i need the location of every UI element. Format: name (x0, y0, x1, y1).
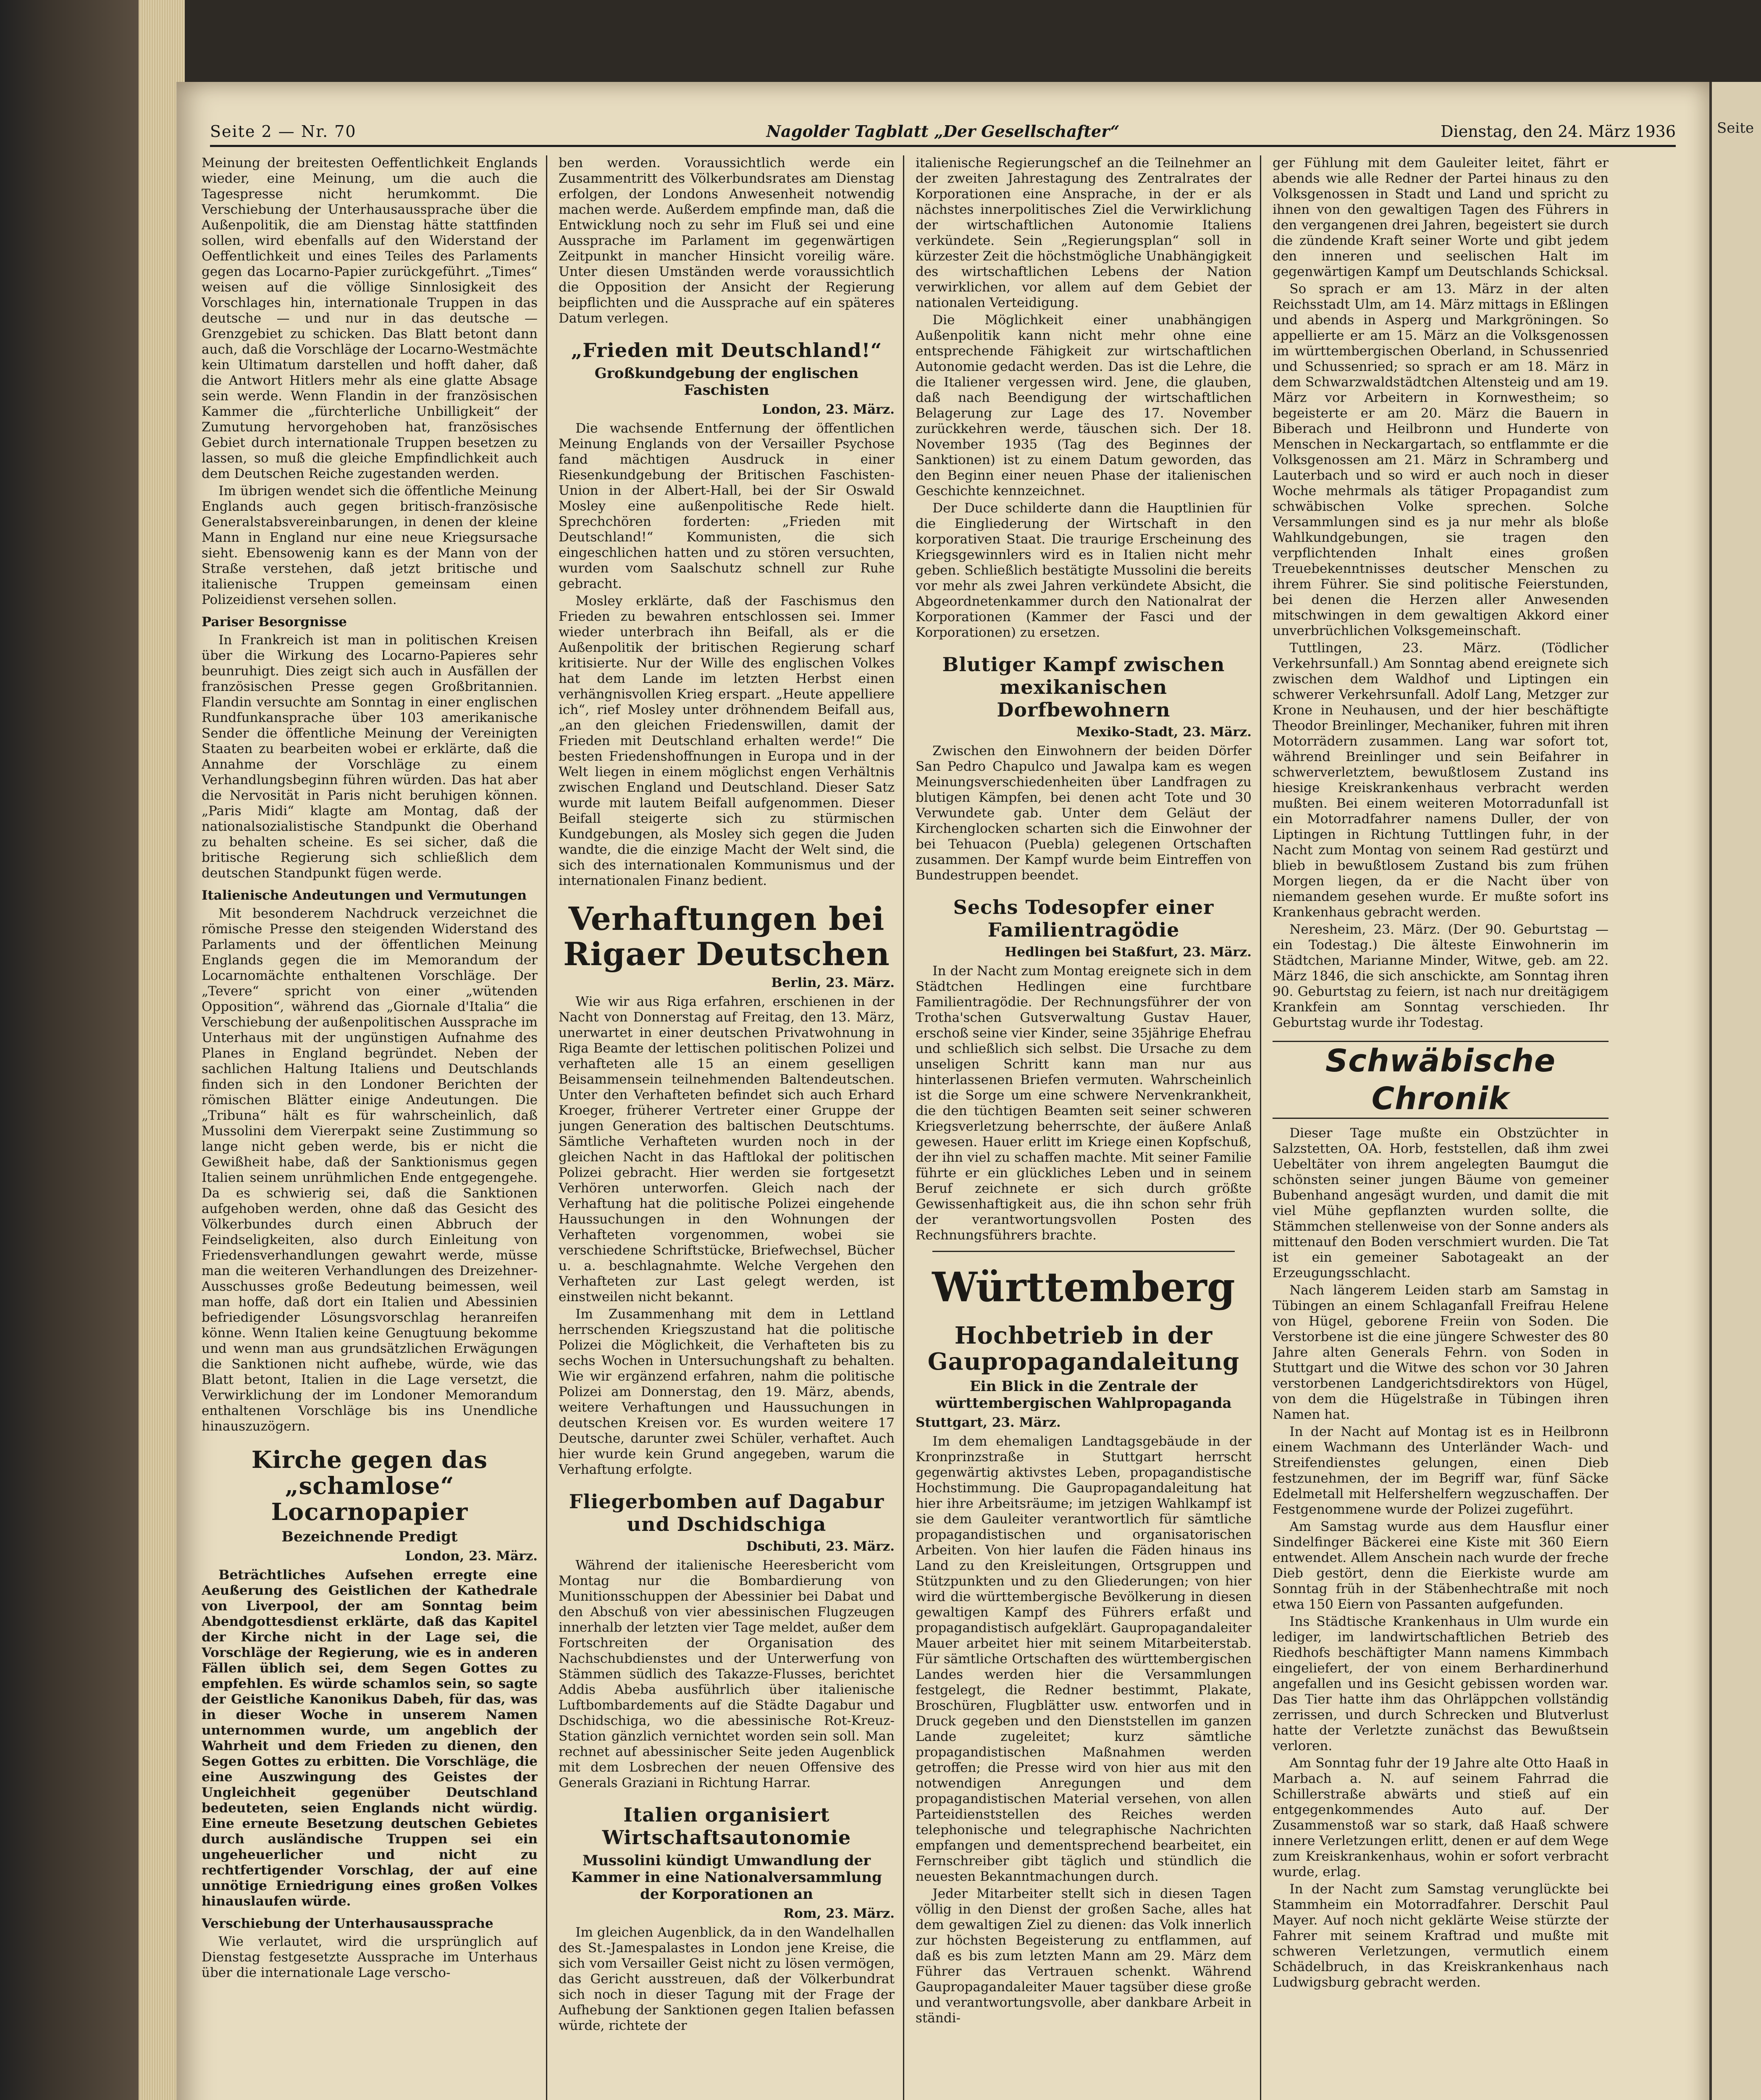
article-text: Meinung der breitesten Oeffentlichkeit Englands wieder, eine Meinung, um die auch die Tagespresse nicht herumkommt. Die Verschiebung der Unterhausaussprache über die Außenpolitik, die am Dienstag hätte stattfinden sollen, wird ebenfalls auf den Widerstand der Oeffentlichkeit und eines Teiles des Parlaments gegen das Locarno-Papier zurückgeführt. „Times“ weisen auf die völlige Sinnlosigkeit des Vorschlages hin, internationale Truppen in das deutsche — und nur in das deutsche — Grenzgebiet zu schicken. Das Blatt betont dann auch, daß die Vorschläge der Locarno-Westmächte kein Ultimatum darstellen und hofft daher, daß die Antwort Hitlers mehr als eine glatte Absage sein werde. Wenn Flandin in der französischen Kammer die „fürchterliche Unbilligkeit“ der Zumutung hervorgehoben hat, französisches Gebiet durch internationale Truppen besetzen zu lassen, so muß die gleiche Empfindlichkeit auch dem Deutschen Reiche zugestanden werden. (202, 155, 538, 481)
column-rule (903, 155, 904, 2100)
newspaper-page (176, 82, 1709, 2100)
section-title-wuerttemberg: Württemberg (932, 1263, 1235, 1311)
article-text: Tuttlingen, 23. März. (Tödlicher Verkehrsunfall.) Am Sonntag abend ereignete sich zwischen dem Waldhof und Liptingen ein schwerer Verkehrsunfall. Adolf Lang, Metzger zur Krone in Neuhausen, und der hier beschäftigte Theodor Breinlinger, Mechaniker, fuhren mit ihren Motorrädern zusammen. Lang war sofort tot, während Breinlinger und sein Beifahrer in schwerverletztem, bewußtlosem Zustand ins hiesige Kreiskrankenhaus verbracht werden mußten. Bei einem weiteren Motorradunfall ist ein Motorradfahrer namens Duller, der von Liptingen in Richtung Tuttlingen fuhr, in der Nacht zum Montag von seinem Rad gestürzt und blieb in bewußtlosem Zustand bis zum frühen Morgen liegen, da er die Nacht über von niemandem gesehen wurde. Er mußte sofort ins Krankenhaus gebracht werden. (1273, 640, 1609, 920)
article-subheadline: Bezeichnende Predigt (281, 1528, 458, 1545)
article-dateline: Mexiko-Stadt, 23. März. (1076, 724, 1252, 740)
chronik-item: Dieser Tage mußte ein Obstzüchter in Salzstetten, OA. Horb, feststellen, daß ihm zwei Uebeltäter von ihrem angelegten Baumgut die schönsten seiner jungen Bäume von gemeiner Bubenhand angesägt wurden, und damit die mit viel Mühe gepflanzten wurden sollte, die Stämmchen stellenweise von der Sonne anders als mittenauf den Boden verschmiert wurden. Die Tat ist ein gemeiner Sabotageakt an der Erzeugungsschlacht. (1273, 1126, 1609, 1281)
article-dateline: London, 23. März. (405, 1549, 538, 1564)
article-text: So sprach er am 13. März in der alten Reichsstadt Ulm, am 14. März mittags in Eßlingen und abends in Asperg und Markgröningen. So appellierte er am 15. März an die Volksgenossen im württembergischen Oberland, in Schussenried und Schussenried; so sprach er am 18. März in dem Schwarzwaldstädtchen Altensteig und am 19. März vor Arbeitern in Kornwestheim; so begeisterte er am 20. März die Bauern in Biberach und Heilbronn und Hunderte von Menschen in Neckargartach, so entflammte er die Volksgenossen am 21. März in Schramberg und Lauterbach und so wird er auch noch in dieser Woche mehrmals als tätiger Propagandist zum schwäbischen Volke sprechen. Solche Versammlungen sind es ja nur mehr als bloße Wahlkundgebungen, sie tragen den verpflichtenden Inhalt eines großen Treuebekenntnisses deutscher Menschen zu ihrem Führer. Sie sind politische Feierstunden, bei denen die Herzen aller Anwesenden mitschwingen in dem gewaltigen Akkord einer unverbrüchlichen Volksgemeinschaft. (1273, 281, 1609, 638)
article-dateline: Dschibuti, 23. März. (746, 1539, 895, 1554)
column-2 (559, 155, 895, 2100)
header-date: Dienstag, den 24. März 1936 (1441, 122, 1676, 141)
article-dateline: Berlin, 23. März. (771, 975, 895, 990)
article-headline: Verhaftungen bei Rigaer Deutschen (563, 900, 890, 973)
article-text: Neresheim, 23. März. (Der 90. Geburtstag — ein Todestag.) Die älteste Einwohnerin im Städtchen, Marianne Minder, Witwe, geb. am 22. März 1846, die sich anschickte, am Sonntag ihren 90. Geburtstag zu feiern, ist nach nur dreitägigem Krankfein am Sonntag verschieden. Ihr Geburtstag wurde ihr Todestag. (1273, 922, 1609, 1030)
header-page-number: Seite 2 — Nr. 70 (210, 122, 357, 141)
article-text: Im Zusammenhang mit dem in Lettland herrschenden Kriegszustand hat die politische Polizei die Möglichkeit, die Verhafteten bis zu sechs Wochen in Untersuchungshaft zu behalten. Wie wir ergänzend erfahren, nahm die politische Polizei am Donnerstag, den 19. März, abends, weitere Verhaftungen und Haussuchungen in deutschen Kreisen vor. Es wurden weitere 17 Deutsche, darunter zwei Schüler, verhaftet. Auch hier wurde kein Grund angegeben, warum die Verhaftung erfolgte. (559, 1307, 895, 1477)
article-headline: Kirche gegen das „schamlose“ Locarnopapier (251, 1446, 488, 1526)
article-headline: „Frieden mit Deutschland!“ (571, 339, 882, 362)
article-subheadline: Großkundgebung der englischen Faschisten (594, 365, 859, 399)
article-text: In der Nacht zum Montag ereignete sich in dem Städtchen Hedlingen eine furchtbare Familientragödie. Der Rechnungsführer der von Trotha'schen Gutsverwaltung Gustav Hauer, erschoß seine vier Kinder, seine 35jährige Ehefrau und schließlich sich selbst. Die Ursache zu dem unseligen Schritt kann man nur aus hinterlassenen Briefen vermuten. Wahrscheinlich ist die Sorge um eine schwere Nervenkrankheit, die den tüchtigen Beamten seit seiner schweren Kriegsverletzung beherrschte, der äußere Anlaß gewesen. Hauer erlitt im Kriege einen Kopfschuß, der ihn viel zu schaffen machte. Mit seiner Familie führte er ein glückliches Leben und in seinem Beruf zeichnete er sich durch größte Gewissenhaftigkeit aus, die ihn schon sehr früh der verantwortungsvollen Posten des Rechnungsführers brachte. (916, 963, 1252, 1243)
article-text: ger Fühlung mit dem Gauleiter leitet, fährt er abends wie alle Redner der Partei hinaus zu den Volksgenossen in Stadt und Land und spricht zu ihnen von den gewaltigen Tagen des Führers in den vergangenen drei Jahren, begeistert sie durch die zündende Kraft seiner Worte und gibt jedem den inneren und seelischen Halt im gegenwärtigen Kampf um Deutschlands Schicksal. (1273, 155, 1609, 279)
article-text: In Frankreich ist man in politischen Kreisen über die Wirkung des Locarno-Papieres sehr beunruhigt. Dies zeigt sich auch in Ausfällen der französischen Presse gegen Großbritannien. Flandin versuchte am Sonntag in einer englischen Rundfunkansprache über 103 amerikanische Sender die öffentliche Meinung der Vereinigten Staaten zu bearbeiten wobei er erklärte, daß die Annahme der Vorschläge zu einem Verhandlungsbeginn führen würden. Das hat aber die Nervosität in Paris nicht beruhigen können. „Paris Midi“ klagte am Montag, daß der nationalsozialistische Standpunkt die Oberhand zu behalten scheine. Es sei sicher, daß die britische Regierung sich schließlich dem deutschen Standpunkt fügen werde. (202, 633, 538, 881)
column-4 (1273, 155, 1609, 2100)
article-dateline: Stuttgart, 23. März. (916, 1415, 1061, 1430)
chronik-item: Am Samstag wurde aus dem Hausflur einer Sindelfinger Bäckerei eine Kiste mit 360 Eiern entwendet. Allem Anschein nach wurde der freche Dieb gestört, denn die Eierkiste wurde am Sonntag früh in der Stäbenhechtraße mit noch etwa 150 Eiern von Passanten aufgefunden. (1273, 1519, 1609, 1612)
article-text: Mosley erklärte, daß der Faschismus den Frieden zu bewahren entschlossen sei. Immer wieder unterbrach ihn Beifall, als er die Außenpolitik der britischen Regierung scharf kritisierte. Nur der Wille des englischen Volkes hat dem Lande im letzten Herbst einen verhängnisvollen Krieg erspart. „Heute appelliere ich“, rief Mosley unter dröhnendem Beifall aus, „an den gleichen Friedenswillen, damit der Frieden mit Deutschland erhalten werde!“ Die besten Friedenshoffnungen in Europa und in der Welt liegen in einem möglichst engen Verhältnis zwischen England und Deutschland. Dieser Satz wurde mit lautem Beifall aufgenommen. Dieser Beifall steigerte sich zu stürmischen Kundgebungen, als Mosley sich gegen die Juden wandte, die die einzige Macht der Welt sind, die sich des internationalen Kommunismus und der internationalen Finanz bedient. (559, 593, 895, 888)
section-subheading: Pariser Besorgnisse (202, 614, 347, 630)
page-header (210, 116, 1676, 147)
next-page-header: Seite (1717, 120, 1754, 136)
article-headline: Blutiger Kampf zwischen mexikanischen Dorfbewohnern (942, 653, 1225, 721)
article-text: Jeder Mitarbeiter stellt sich in diesen Tagen völlig in den Dienst der großen Sache, alles hat dem gewaltigen Ziel zu dienen: das Volk innerlich zur höchsten Begeisterung zu entflammen, auf daß es bis zum letzten Mann am 29. März dem Führer das Vertrauen schenkt. Während Gaupropagandaleiter Mauer tagsüber diese große und verantwortungsvolle, aber dankbare Arbeit in ständi- (916, 1886, 1252, 2026)
article-text: Die Möglichkeit einer unabhängigen Außenpolitik kann nicht mehr ohne eine entsprechende Fähigkeit zur wirtschaftlichen Autonomie gedacht werden. Das ist die Lehre, die die Italiener vergessen wird. Jene, die glauben, daß nach Beendigung der wirtschaftlichen Belagerung zur Lage des 17. November zurückkehren werde, täuschen sich. Der 18. November 1935 (Tag des Beginnes der Sanktionen) ist zu einem Datum geworden, das den Beginn einer neuen Phase der italienischen Geschichte kennzeichnet. (916, 312, 1252, 499)
article-text: Im dem ehemaligen Landtagsgebäude in der Kronprinzstraße in Stuttgart herrscht gegenwärtig aktivstes Leben, propagandistische Hochstimmung. Die Gaupropagandaleitung hat hier ihre Arbeitsräume; im jetzigen Wahlkampf ist sie dem Gauleiter verantwortlich für sämtliche propagandistischen und organisatorischen Arbeiten. Von hier laufen die Fäden hinaus ins Land zu den Kreisleitungen, Ortsgruppen und Stützpunkten und zu den Gliederungen; von hier wird die württembergische Bevölkerung in diesen gewaltigen Kampf des Führers erfaßt und propagandistisch aufgeklärt. Gaupropagandaleiter Mauer arbeitet hier mit seinem Mitarbeiterstab. Für sämtliche Ortschaften des württembergischen Landes werden hier die Versammlungen festgelegt, die Redner bestimmt, Plakate, Broschüren, Flugblätter usw. entworfen und in Druck gegeben und den Dienststellen im ganzen Lande zugeleitet; kurz sämtliche propagandistischen Maßnahmen werden getroffen; die Presse wird von hier aus mit den notwendigen Anregungen und dem propagandistischen Material versehen, von allen Parteidienststellen des Reiches werden telephonische und telegraphische Nachrichten empfangen und dementsprechend bearbeitet, ein Fernschreiber gibt täglich und stündlich die neuesten Bekanntmachungen durch. (916, 1434, 1252, 1884)
article-text: ben werden. Voraussichtlich werde ein Zusammentritt des Völkerbundsrates am Dienstag erfolgen, der Londons Anwesenheit notwendig machen werde. Außerdem empfinde man, daß die Entwicklung noch zu sehr im Fluß sei und eine Aussprache im Parlament im gegenwärtigen Zeitpunkt in mancher Hinsicht voreilig wäre. Unter diesen Umständen werde voraussichtlich die Opposition der Ansicht der Regierung beipflichten und die Aussprache auf ein späteres Datum verlegen. (559, 155, 895, 326)
chronik-item: In der Nacht auf Montag ist es in Heilbronn einem Wachmann des Unterländer Wach- und Streifendienstes gelungen, einen Dieb festzunehmen, der im Begriff war, fünf Säcke Edelmetall mit Helfershelfern wegzuschaffen. Der Festgenommene wurde der Polizei zugeführt. (1273, 1424, 1609, 1517)
chronik-item: In der Nacht zum Samstag verunglückte bei Stammheim ein Motorradfahrer. Derschit Paul Mayer. Auf noch nicht geklärte Weise stürzte der Fahrer mit seinem Kraftrad und mußte mit schweren Verletzungen, vermutlich einem Schädelbruch, in das Kreiskrankenhaus nach Ludwigsburg gebracht werden. (1273, 1882, 1609, 1990)
article-text: Mit besonderem Nachdruck verzeichnet die römische Presse den steigenden Widerstand des Parlaments und der öffentlichen Meinung Englands gegen die im Memorandum der Locarnomächte enthaltenen Vorschläge. Der „Tevere“ spricht von einer „wütenden Opposition“, während das „Giornale d'Italia“ die Verschiebung der außenpolitischen Aussprache im Unterhaus mit der ungünstigen Aufnahme des Planes in England begründet. Neben der sachlichen Haltung Italiens und Deutschlands finden sich in den Londoner Berichten der römischen Blätter einige Andeutungen. Die „Tribuna“ hält es für wahrscheinlich, daß Mussolini dem Viererpakt seine Zustimmung so lange nicht geben werde, bis er nicht die Gewißheit habe, daß der Sanktionismus gegen Italien seinem unrühmlichen Ende entgegengehe. Da es schwierig sei, daß die Sanktionen aufgehoben werden, ohne daß das Gesicht des Völkerbundes durch einen Abbruch der Feindseligkeiten, also durch Einleitung von Friedensverhandlungen gewahrt werde, müsse man die weiteren Verhandlungen des Dreizehner-Ausschusses große Bedeutung beimessen, weil man hoffe, daß dort ein Italien und Abessinien befriedigender Lösungsvorschlag heranreifen könne. Wenn Italien keine Genugtuung bekomme und wenn man aus grundsätzlichen Erwägungen die Sanktionen nicht aufhebe, würde, wie das Blatt betont, Italien in die Lage versetzt, die Verwirklichung der im Londoner Memorandum enthaltenen Vorschläge bis ins Unendliche hinauszuzögern. (202, 906, 538, 1434)
section-subheading: Italienische Andeutungen und Vermutungen (202, 888, 527, 903)
article-text: Die wachsende Entfernung der öffentlichen Meinung Englands von der Versailler Psychose fand mächtigen Ausdruck in einer Riesenkundgebung der Britischen Faschisten-Union in der Albert-Hall, bei der Sir Oswald Mosley eine außenpolitische Rede hielt. Sprechchören forderten: „Frieden mit Deutschland!“ Kommunisten, die sich eingeschlichen hatten und zu stören versuchten, wurden vom Saalschutz schnell zur Ruhe gebracht. (559, 421, 895, 591)
article-dateline: Rom, 23. März. (783, 1906, 895, 1921)
article-text: Im übrigen wendet sich die öffentliche Meinung Englands auch gegen britisch-französische Generalstabsvereinbarungen, in denen der kleine Mann in England nur eine neue Kriegsursache sieht. Ebensowenig kann es der Mann von der Straße verstehen, daß jetzt britische und italienische Truppen gemeinsam einen Polizeidienst versehen sollen. (202, 483, 538, 607)
article-headline: Sechs Todesopfer einer Familientragödie (953, 896, 1214, 941)
chronik-item: Nach längerem Leiden starb am Samstag in Tübingen an einem Schlaganfall Freifrau Helene von Hügel, geborene Freiin von Soden. Die Verstorbene ist die eine jüngere Schwester des 80 Jahre alten Generals Fehrn. von Soden in Stuttgart und die Witwe des schon vor 30 Jahren verstorbenen Landgerichtsdirektors von Hügel, von dem die Hügelstraße in Tübingen ihren Namen hat. (1273, 1283, 1609, 1422)
chronik-item: Am Sonntag fuhr der 19 Jahre alte Otto Haaß in Marbach a. N. auf seinem Fahrrad die Schillerstraße abwärts und stieß auf ein entgegenkommendes Auto auf. Der Zusammenstoß war so stark, daß Haaß schwere innere Verletzungen erlitt, denen er auf dem Wege zum Kreiskrankenhaus, wohin er sofort verbracht wurde, erlag. (1273, 1756, 1609, 1880)
column-3 (916, 155, 1252, 2100)
article-text: Zwischen den Einwohnern der beiden Dörfer San Pedro Chapulco und Jawalpa kam es wegen Meinungsverschiedenheiten über Landfragen zu blutigen Kämpfen, bei denen acht Tote und 30 Verwundete gab. Unter dem Geläut der Kirchenglocken scharten sich die Einwohner der bei Tehuacon (Puebla) gelegenen Ortschaften zusammen. Der Kampf wurde beim Eintreffen von Bundestruppen beendet. (916, 743, 1252, 883)
article-text: Der Duce schilderte dann die Hauptlinien für die Eingliederung der Wirtschaft in den korporativen Staat. Die traurige Erscheinung des Kriegsgewinnlers wird es in Italien nicht mehr geben. Schließlich bestätigte Mussolini die bereits vor mehr als zwei Jahren verkündete Absicht, die Abgeordnetenkammer durch den Nationalrat der Korporationen (Kammer der Fasci und der Korporationen) zu ersetzen. (916, 501, 1252, 640)
article-subheadline: Ein Blick in die Zentrale der württembergischen Wahlpropaganda (935, 1378, 1232, 1412)
section-divider (932, 1251, 1235, 1252)
chronik-item: Ins Städtische Krankenhaus in Ulm wurde ein lediger, im landwirtschaftlichen Betrieb des Riedhofs beschäftigter Mann namens Kimmbach eingeliefert, der von einem Berhardinerhund angefallen und ins Gesicht gebissen worden war. Das Tier hatte ihm das Ohrläppchen vollständig zerrissen, und durch Schrecken und Blutverlust hatte der Verletzte zunächst das Bewußtsein verloren. (1273, 1614, 1609, 1754)
article-text: Wie verlautet, wird die ursprünglich auf Dienstag festgesetzte Aussprache im Unterhaus über die internationale Lage verscho- (202, 1934, 538, 1980)
next-page-edge (1709, 82, 1761, 2100)
article-text: Wie wir aus Riga erfahren, erschienen in der Nacht von Donnerstag auf Freitag, den 13. März, unerwartet in einer deutschen Privatwohnung in Riga Beamte der lettischen politischen Polizei und verhafteten alle 15 an einem geselligen Beisammensein teilnehmenden Baltendeutschen. Unter den Verhafteten befindet sich auch Erhard Kroeger, früherer Vertreter einer Gruppe der jungen Generation des baltischen Deutschtums. Sämtliche Verhafteten wurden noch in der gleichen Nacht in das Haftlokal der politischen Polizei gebracht. Hier werden sie fortgesetzt Verhören unterworfen. Gleich nach der Verhaftung hat die politische Polizei eingehende Haussuchungen in den Wohnungen der Verhafteten vorgenommen, wobei sie verschiedene Schriftstücke, Briefwechsel, Bücher u. a. beschlagnahmte. Welche Vergehen den Verhafteten zur Last gelegt werden, ist einstweilen nicht bekannt. (559, 994, 895, 1305)
article-dateline: London, 23. März. (762, 402, 895, 417)
article-text: Im gleichen Augenblick, da in den Wandelhallen des St.-Jamespalastes in London jene Kreise, die sich vom Versailler Geist nicht zu lösen vermögen, das Gericht ausstreuen, daß der Völkerbundrat sich noch in dieser Tagung mit der Frage der Aufhebung der Sanktionen gegen Italien befassen würde, richtete der (559, 1925, 895, 2033)
article-text: Während der italienische Heeresbericht vom Montag nur die Bombardierung von Munitionsschuppen der Abessinier bei Dabat und den Abschuß von vier abessinischen Flugzeugen innerhalb der letzten vier Tage meldet, außer dem Fortschreiten der Organisation des Nachschubdienstes und der Unterwerfung von Stämmen südlich des Takazze-Flusses, berichtet Addis Abeba ausführlich über italienische Luftbombardements auf die Städte Dagabur und Dschidschiga, wo die abessinische Rot-Kreuz-Station gänzlich vernichtet worden sein soll. Man rechnet auf abessinischer Seite jeden Augenblick mit dem Losbrechen der neuen Offensive des Generals Graziani in Richtung Harrar. (559, 1558, 895, 1790)
column-1 (202, 155, 538, 2100)
section-subheading: Verschiebung der Unterhausaussprache (202, 1916, 493, 1931)
article-headline: Hochbetrieb in der Gaupropagandaleitung (927, 1322, 1240, 1376)
article-dateline: Hedlingen bei Staßfurt, 23. März. (1005, 945, 1252, 960)
article-subheadline: Mussolini kündigt Umwandlung der Kammer in eine Nationalversammlung der Korporationen an (571, 1852, 882, 1903)
article-headline: Italien organisiert Wirtschaftsautonomie (602, 1803, 851, 1849)
column-rule (1260, 155, 1261, 2100)
column-rule (546, 155, 547, 2100)
article-text: italienische Regierungschef an die Teilnehmer an der zweiten Jahrestagung des Zentralrates der Korporationen eine Ansprache, in der er als nächstes innerpolitisches Ziel die Verwirklichung der wirtschaftlichen Autonomie Italiens verkündete. Sein „Regierungsplan“ soll in kürzester Zeit die höchstmögliche Unabhängigkeit des wirtschaftlichen Lebens der Nation verwirklichen, vor allem auf dem Gebiet der nationalen Verteidigung. (916, 155, 1252, 310)
article-headline: Fliegerbomben auf Dagabur und Dschidschiga (569, 1490, 884, 1536)
section-title-schwaebische-chronik: Schwäbische Chronik (1273, 1041, 1609, 1119)
header-newspaper-title: Nagolder Tagblatt „Der Gesellschafter“ (766, 122, 1120, 141)
article-text: Beträchtliches Aufsehen erregte eine Aeußerung des Geistlichen der Kathedrale von Liverpool, der am Sonntag beim Abendgottesdienst erklärte, daß das Kapitel der Kirche nicht in der Lage sei, die Vorschläge der Regierung, wie es in anderen Fällen üblich sei, dem Segen Gottes zu empfehlen. Es würde schamlos sein, so sagte der Geistliche Kanonikus Dabeh, für das, was in dieser Woche in unserem Namen unternommen wurde, um angeblich der Wahrheit und dem Frieden zu dienen, den Segen Gottes zu erbitten. Die Vorschläge, die eine Auszwingung des Geistes der Ungleichheit gegenüber Deutschland bedeuteten, seien Englands nicht würdig. Eine erneute Besetzung deutschen Gebietes durch ausländische Truppen sei ein ungeheuerlicher und nicht zu rechtfertigender Vorschlag, der auf eine unnötige Erniedrigung eines großen Volkes hinauslaufen würde. (202, 1567, 538, 1909)
